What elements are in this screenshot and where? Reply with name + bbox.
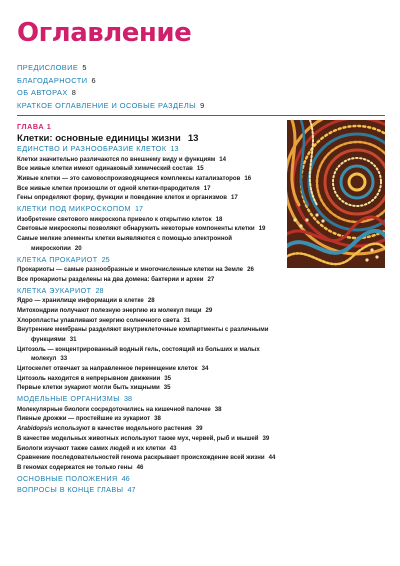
toc-entry-page: 31	[183, 316, 191, 324]
toc-entry-link[interactable]	[17, 174, 279, 184]
toc-entry-title: Первые клетки эукариот могли быть хищными	[17, 384, 160, 392]
toc-entry-title: Цитозоль — концентрированный водный гель, состоящий из больших и малых молекул	[17, 345, 260, 363]
toc-entry-link[interactable]	[17, 193, 279, 203]
toc-section-title: ВОПРОСЫ В КОНЦЕ ГЛАВЫ	[17, 485, 124, 495]
toc-entry-page: 46	[136, 463, 144, 471]
front-matter-link[interactable]	[17, 87, 204, 100]
toc-entry-page: 17	[203, 184, 211, 192]
front-matter-label: КРАТКОЕ ОГЛАВЛЕНИЕ И ОСОБЫЕ РАЗДЕЛЫ	[17, 100, 197, 110]
toc-section-link[interactable]	[17, 254, 279, 266]
toc-entry-page: 39	[195, 425, 203, 433]
toc-entry-page: 27	[207, 275, 215, 283]
toc-entry-title: Прокариоты — самые разнообразные и многочисленные клетки на Земле	[17, 266, 244, 274]
toc-section-page: 46	[121, 473, 130, 483]
toc-entry-page: 35	[164, 374, 172, 382]
toc-entry-title: используют в качестве модельного растения	[52, 425, 192, 433]
toc-entry-link[interactable]	[17, 434, 279, 444]
toc-entry-title: Все живые клетки произошли от одной клетки-прародителя	[17, 184, 200, 192]
toc-section-page: 28	[95, 285, 104, 295]
toc-entry-title: Изобретение светового микроскопа привело к открытию клеток	[17, 215, 212, 223]
toc-entry-link[interactable]	[17, 306, 279, 316]
toc-entry-page: 20	[74, 244, 82, 252]
toc-entry-page: 28	[147, 297, 155, 305]
toc-entry-italic-term: Arabidopsis	[17, 425, 53, 433]
toc-section-link[interactable]	[17, 143, 279, 155]
chapter-title: Клетки: основные единицы жизни	[17, 133, 181, 144]
toc-section-link[interactable]	[17, 203, 279, 215]
toc-entry-link[interactable]	[17, 463, 279, 473]
toc-entry-title: Биологи изучают также самих людей и их клетки	[17, 444, 166, 452]
toc-entry-page: 33	[60, 355, 68, 363]
toc-entry-link[interactable]	[17, 296, 279, 306]
front-matter-list	[17, 62, 204, 112]
front-matter-link[interactable]	[17, 100, 204, 113]
toc-entry-link[interactable]	[17, 345, 279, 364]
chapter-toc	[17, 143, 279, 496]
toc-entry-title: Самые мелкие элементы клетки выявляются с помощью электронной микроскопии	[17, 235, 233, 252]
toc-entry-link[interactable]	[17, 325, 279, 344]
front-matter-link[interactable]	[17, 75, 204, 88]
front-matter-label: ПРЕДИСЛОВИЕ	[17, 63, 79, 72]
front-matter-page: 9	[200, 100, 205, 110]
toc-section-page: 47	[127, 485, 136, 495]
toc-section-title: ОСНОВНЫЕ ПОЛОЖЕНИЯ	[17, 473, 118, 483]
toc-entry-title: В геномах содержатся не только гены	[17, 463, 133, 471]
front-matter-label: БЛАГОДАРНОСТИ	[17, 75, 88, 85]
chapter-label: ГЛАВА 1	[17, 122, 52, 131]
front-matter-link[interactable]	[17, 62, 204, 75]
toc-entry-page: 39	[262, 434, 270, 442]
toc-entry-link[interactable]	[17, 316, 279, 326]
toc-entry-title: Ядро — хранилище информации в клетке	[17, 297, 144, 305]
toc-entry-page: 15	[196, 165, 204, 173]
toc-entry-page: 14	[219, 155, 227, 163]
toc-entry-page: 44	[268, 454, 276, 462]
toc-entry-link[interactable]	[17, 383, 279, 393]
toc-section-link[interactable]	[17, 484, 279, 496]
toc-entry-page: 38	[154, 415, 161, 423]
chapter-page: 13	[187, 133, 199, 144]
toc-section-page: 13	[170, 144, 179, 153]
toc-entry-title: Внутренние мембраны разделяют внутриклеточные компартменты с различными функциями	[17, 326, 269, 343]
toc-section-page: 25	[101, 254, 110, 264]
toc-entry-title: Цитоскелет отвечает за направленное перемещение клеток	[17, 365, 198, 373]
toc-entry-link[interactable]	[17, 184, 279, 194]
toc-section-page: 17	[135, 204, 143, 214]
toc-entry-title: Живые клетки — это самовоспроизводящиеся комплексы катализаторов	[17, 175, 241, 182]
toc-entry-link[interactable]	[17, 155, 279, 165]
toc-entry-title: Хлоропласты улавливают энергию солнечного света	[17, 316, 180, 324]
toc-entry-link[interactable]	[17, 453, 279, 463]
toc-entry-page: 18	[215, 215, 223, 223]
toc-section-title: ЕДИНСТВО И РАЗНООБРАЗИЕ КЛЕТОК	[17, 144, 167, 153]
toc-entry-page: 34	[201, 365, 209, 373]
toc-entry-link[interactable]	[17, 275, 279, 285]
toc-entry-page: 16	[244, 175, 252, 182]
toc-entry-page: 35	[163, 384, 171, 392]
toc-section-title: МОДЕЛЬНЫЕ ОРГАНИЗМЫ	[17, 394, 121, 404]
toc-entry-title: Цитозоль находится в непрерывном движении	[17, 374, 161, 382]
toc-entry-link[interactable]	[17, 265, 279, 275]
toc-entry-page: 17	[230, 194, 238, 202]
toc-entry-link[interactable]	[17, 164, 279, 174]
toc-entry-title: Все прокариоты разделены на два домена: бактерии и археи	[17, 275, 204, 283]
toc-entry-link[interactable]	[17, 224, 279, 234]
toc-entry-link[interactable]	[17, 364, 279, 374]
toc-entry-title: Клетки значительно различаются по внешнему виду и функциям	[17, 155, 216, 163]
front-matter-label: ОБ АВТОРАХ	[17, 88, 68, 98]
toc-entry-link[interactable]	[17, 234, 279, 253]
toc-entry-link[interactable]	[17, 424, 279, 434]
toc-entry-page: 29	[205, 306, 213, 314]
page-title: Оглавление	[17, 18, 192, 48]
toc-entry-page: 38	[214, 405, 222, 413]
toc-entry-title: Гены определяют форму, функции и поведение клеток и организмов	[17, 194, 227, 202]
chapter-artwork	[287, 120, 385, 268]
toc-entry-link[interactable]	[17, 444, 279, 454]
toc-entry-title: Все живые клетки имеют одинаковый химический состав	[17, 165, 193, 173]
front-matter-page: 5	[82, 63, 87, 72]
toc-entry-title: Световые микроскопы позволяют обнаружить некоторые компоненты клетки	[17, 225, 255, 233]
toc-section-title: КЛЕТКА ЭУКАРИОТ	[17, 285, 92, 295]
toc-entry-title: Сравнение последовательностей генома раскрывает происхождение всей жизни	[17, 454, 265, 462]
toc-entry-link[interactable]	[17, 405, 279, 415]
toc-section-link[interactable]	[17, 473, 279, 485]
front-matter-page: 8	[71, 88, 76, 98]
toc-entry-title: В качестве модельных животных используют также мух, червей, рыб и мышей	[17, 434, 259, 442]
chapter-divider	[17, 115, 385, 116]
toc-section-link[interactable]	[17, 393, 279, 405]
toc-entry-link[interactable]	[17, 414, 279, 424]
toc-entry-link[interactable]	[17, 374, 279, 384]
toc-entry-page: 19	[258, 225, 266, 233]
toc-section-title: КЛЕТКИ ПОД МИКРОСКОПОМ	[17, 204, 131, 214]
toc-entry-title: Митохондрии получают полезную энергию из молекул пищи	[17, 306, 202, 314]
toc-entry-link[interactable]	[17, 215, 279, 225]
toc-entry-title: Молекулярные биологи сосредоточились на кишечной палочке	[17, 405, 211, 413]
front-matter-page: 6	[91, 75, 96, 85]
toc-entry-page: 31	[69, 335, 77, 343]
toc-section-title: КЛЕТКА ПРОКАРИОТ	[17, 254, 98, 264]
toc-section-link[interactable]	[17, 285, 279, 297]
toc-entry-page: 26	[247, 266, 254, 274]
toc-entry-page: 43	[169, 444, 177, 452]
toc-section-page: 38	[124, 394, 133, 404]
toc-entry-title: Пивные дрожжи — простейшие из эукариот	[17, 415, 151, 423]
